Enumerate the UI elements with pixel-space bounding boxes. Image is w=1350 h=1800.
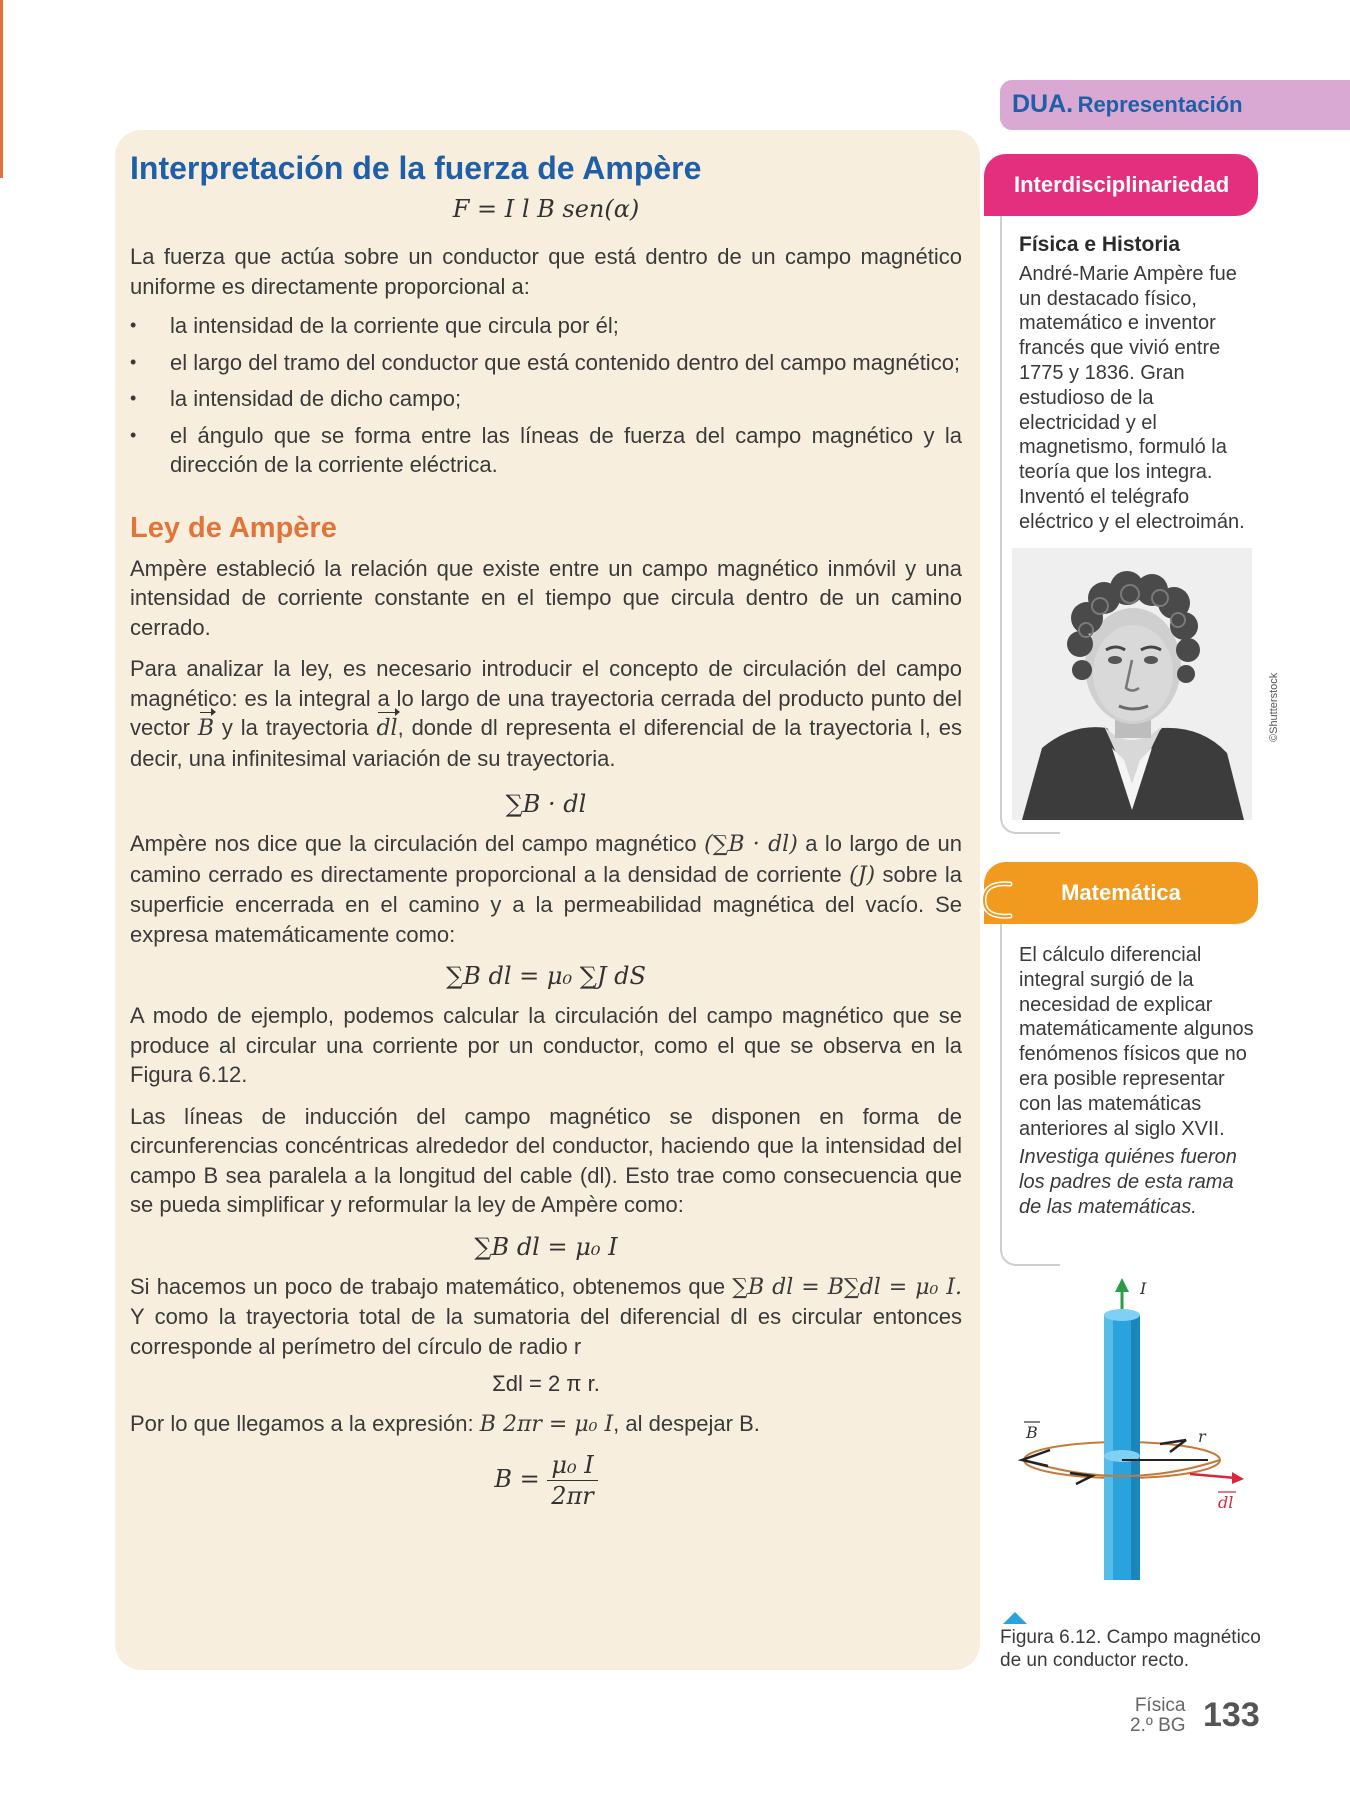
math-block: [1019, 943, 1255, 1220]
wire-highlight: [1104, 1315, 1113, 1580]
main-column: [130, 148, 962, 1511]
formula-b-lhs: B =: [494, 1464, 540, 1493]
portrait-illustration: [1012, 548, 1252, 820]
interdisc-badge: Interdisciplinariedad: [984, 154, 1258, 216]
figure-caption: Figura 6.12. Campo magnético de un conductor recto.: [1000, 1627, 1261, 1671]
law-paragraph-5: Las líneas de inducción del campo magnético se disponen en forma de circunferencias concéntricas alrededor del conductor, haciendo que la intensidad del campo B sea paralela a la longitud del cable (dl). Esto trae como consecuencia que se pueda simplificar y reformular la ley de Ampère como:: [130, 1103, 962, 1217]
formula-b: [130, 1450, 962, 1511]
dl-arrow: [1190, 1474, 1236, 1478]
law-title: Ley de Ampère: [130, 511, 337, 544]
proportionality-list: [130, 311, 962, 480]
formula-simplified: ∑B dl = μ₀ I: [474, 1232, 618, 1261]
text-span: sobre la superficie encerrada en el camino y a la permeabilidad magnética del vacío. Se expresa matemáticamente como:: [130, 861, 962, 947]
dua-banner: [1000, 80, 1350, 130]
label-dl: dl: [1218, 1493, 1234, 1512]
page-number: 133: [1203, 1696, 1260, 1734]
vector-dl: dl: [376, 714, 397, 744]
field-arrow: [1070, 1473, 1092, 1484]
label-i: I: [1140, 1279, 1147, 1298]
current-arrowhead: [1115, 1278, 1129, 1292]
inline-formula: ∑B dl = B∑dl = μ₀ I.: [732, 1274, 962, 1300]
figure-conductor: [1000, 1270, 1250, 1605]
caption-marker-icon: [1003, 1612, 1027, 1624]
law-paragraph-4: A modo de ejemplo, podemos calcular la circulación del campo magnético que se produce al circular una corriente por un conductor, como el que se observa en la Figura 6.12.: [130, 1003, 962, 1087]
math-badge: Matemática: [984, 862, 1258, 924]
dl-arrowhead: [1232, 1472, 1244, 1484]
photo-credit: ©Shutterstock: [1268, 672, 1280, 742]
formula-force: F = I l B sen(α): [452, 195, 640, 223]
inline-formula-j: (J): [849, 862, 876, 888]
text-span: y la trayectoria: [221, 715, 369, 740]
page-footer: [1130, 1696, 1186, 1736]
footer-subject: Física: [1134, 1695, 1186, 1716]
list-item: • la intensidad de la corriente que circula por él;: [130, 311, 962, 341]
section-title: Interpretación de la fuerza de Ampère: [130, 150, 702, 186]
wire-top: [1104, 1309, 1140, 1321]
ampere-portrait: [1012, 548, 1252, 820]
c-logo-icon: [980, 878, 1016, 922]
wire-shadow: [1131, 1315, 1140, 1580]
text-span: Por lo que llegamos a la expresión:: [130, 1411, 474, 1436]
vector-b: B: [198, 714, 214, 744]
formula-ampere-law: ∑B dl = μ₀ ∑J dS: [446, 962, 646, 990]
dua-label: Representación: [1077, 92, 1243, 117]
history-text: André-Marie Ampère fue un destacado físico, matemático e inventor francés que vivió entre 1775 y 1836. Gran estudioso de la electricidad y el magnetismo, formuló la teoría que los integra. Inventó el telégrafo eléctrico y el electroimán.: [1019, 262, 1245, 533]
inline-formula: B 2πr = μ₀ I: [479, 1412, 614, 1437]
text-span: a lo largo de un camino cerrado es directamente proporcional a la densidad de corriente: [130, 831, 962, 887]
law-paragraph-2: [130, 654, 962, 773]
dua-bold: DUA.: [1012, 90, 1074, 118]
math-text: El cálculo diferencial integral surgió de la necesidad de explicar matemáticamente algunos fenómenos físicos que no era posible representar con las matemáticas anteriores al siglo XVII.: [1019, 944, 1254, 1140]
fraction: [547, 1450, 597, 1511]
law-paragraph-7: [130, 1409, 962, 1440]
math-task: Investiga quiénes fueron los padres de esta rama de las matemáticas.: [1019, 1146, 1237, 1218]
law-paragraph-3: [130, 829, 962, 949]
fraction-numerator: μ₀ I: [547, 1450, 597, 1481]
list-item: • la intensidad de dicho campo;: [130, 384, 962, 414]
text-span: , donde dl representa el diferencial de la trayectoria l, es decir, una infinitesimal variación de su trayectoria.: [130, 715, 963, 771]
history-title: Física e Historia: [1019, 233, 1181, 256]
text-span: , al despejar B.: [613, 1411, 760, 1436]
inline-formula: (∑B · dl): [704, 832, 798, 857]
text-span: Si hacemos un poco de trabajo matemático, obtenemos que: [130, 1273, 726, 1299]
formula-perimeter: Σdl = 2 π r.: [492, 1371, 600, 1396]
formula-circulation: ∑B · dl: [505, 790, 587, 818]
fraction-denominator: 2πr: [551, 1481, 594, 1510]
law-paragraph-1: Ampère estableció la relación que existe entre un campo magnético inmóvil y una intensidad de corriente constante en el tiempo que circula dentro de un camino cerrado.: [130, 555, 962, 640]
list-item: • el largo del tramo del conductor que está contenido dentro del campo magnético;: [130, 348, 962, 378]
page-edge-marker: [0, 0, 3, 178]
history-block: [1019, 233, 1255, 535]
label-r: r: [1198, 1427, 1206, 1446]
list-item: • el ángulo que se forma entre las líneas de fuerza del campo magnético y la dirección de la corriente eléctrica.: [130, 421, 962, 480]
text-span: Para analizar la ley, es necesario introducir el concepto de circulación del campo magnético: es la integral a lo largo de una trayectoria cerrada del producto punto del vector: [130, 656, 962, 740]
text-span: Y como la trayectoria total de la sumatoria del diferencial dl es circular entonces corresponde al perímetro del círculo de radio r: [130, 1304, 962, 1359]
footer-grade: 2.º BG: [1130, 1715, 1186, 1736]
label-b: B: [1026, 1423, 1038, 1442]
text-span: Ampère nos dice que la circulación del campo magnético: [130, 831, 697, 856]
law-paragraph-6: [130, 1272, 962, 1362]
intro-paragraph: La fuerza que actúa sobre un conductor que está dentro de un campo magnético uniforme es directamente proporcional a:: [130, 244, 962, 299]
